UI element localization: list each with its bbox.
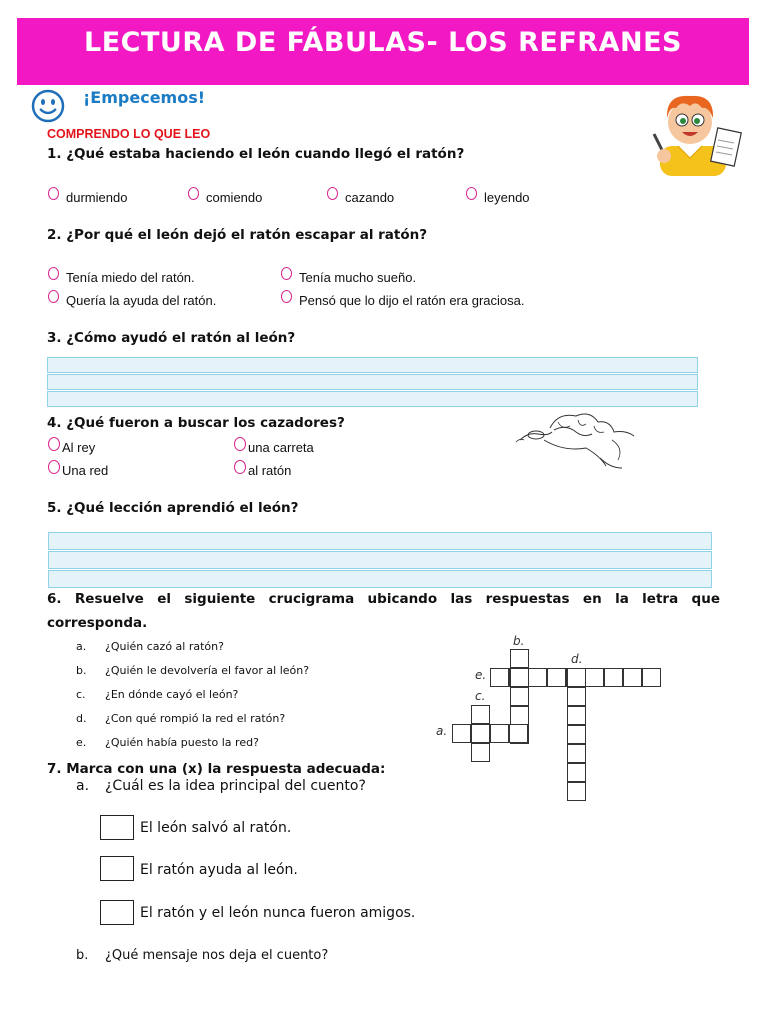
q7-a-question: ¿Cuál es la idea principal del cuento? xyxy=(105,778,366,794)
option-circle-icon[interactable] xyxy=(281,267,292,280)
option-circle-icon[interactable] xyxy=(48,267,59,280)
crossword-cell[interactable] xyxy=(567,782,586,801)
clue-c: ¿En dónde cayó el león? xyxy=(105,688,239,701)
clue-a: ¿Quién cazó al ratón? xyxy=(105,640,224,653)
grid-label-e: e. xyxy=(475,668,487,682)
q2-option-1: Tenía miedo del ratón. xyxy=(66,270,195,285)
child-with-notepad-illustration xyxy=(650,84,744,176)
crossword-cell[interactable] xyxy=(567,763,586,782)
crossword-cell[interactable] xyxy=(471,705,490,724)
clue-e: ¿Quién había puesto la red? xyxy=(105,736,259,749)
q2-option-4: Pensó que lo dijo el ratón era graciosa. xyxy=(299,293,525,308)
page-title: LECTURA DE FÁBULAS- LOS REFRANES xyxy=(84,27,682,58)
smiley-icon xyxy=(31,89,65,123)
option-circle-icon[interactable] xyxy=(48,460,60,474)
question-4: 4. ¿Qué fueron a buscar los cazadores? xyxy=(47,415,345,431)
answer-checkbox-1[interactable] xyxy=(100,815,134,840)
question-3: 3. ¿Cómo ayudó el ratón al león? xyxy=(47,330,296,346)
answer-lines-q3[interactable] xyxy=(47,357,698,408)
crossword-cell[interactable] xyxy=(604,668,623,687)
option-circle-icon[interactable] xyxy=(234,437,246,451)
q7-answer-3: El ratón y el león nunca fueron amigos. xyxy=(140,905,416,921)
answer-checkbox-3[interactable] xyxy=(100,900,134,925)
crossword-cell[interactable] xyxy=(471,743,490,762)
answer-checkbox-2[interactable] xyxy=(100,856,134,881)
crossword-cell[interactable] xyxy=(547,668,566,687)
clue-letter: d. xyxy=(76,712,87,725)
crossword-cell[interactable] xyxy=(510,668,529,687)
question-7: 7. Marca con una (x) la respuesta adecuada: xyxy=(47,761,386,777)
clue-letter: e. xyxy=(76,736,87,749)
option-circle-icon[interactable] xyxy=(327,187,338,200)
clue-b: ¿Quién le devolvería el favor al león? xyxy=(105,664,310,677)
grid-label-a: a. xyxy=(436,724,448,738)
q7-answer-1: El león salvó al ratón. xyxy=(140,820,292,836)
question-1: 1. ¿Qué estaba haciendo el león cuando llegó el ratón? xyxy=(47,146,465,162)
crossword-cell[interactable] xyxy=(490,668,509,687)
crossword-cell[interactable] xyxy=(642,668,661,687)
answer-line[interactable] xyxy=(47,357,698,373)
q7-answer-2: El ratón ayuda al león. xyxy=(140,862,298,878)
q2-option-3: Quería la ayuda del ratón. xyxy=(66,293,217,308)
grid-label-b: b. xyxy=(513,634,525,648)
answer-line[interactable] xyxy=(48,532,712,550)
crossword-cell[interactable] xyxy=(528,668,547,687)
option-circle-icon[interactable] xyxy=(48,437,60,451)
answer-line[interactable] xyxy=(48,570,712,588)
answer-line[interactable] xyxy=(47,391,698,407)
crossword-cell[interactable] xyxy=(510,706,529,725)
crossword-cell[interactable] xyxy=(509,724,528,743)
q4-option-4: al ratón xyxy=(248,463,292,478)
q1-option-2: comiendo xyxy=(206,190,263,205)
crossword-cell[interactable] xyxy=(567,687,586,706)
crossword-cell[interactable] xyxy=(567,706,586,725)
grid-label-c: c. xyxy=(475,689,486,703)
q1-option-4: leyendo xyxy=(484,190,530,205)
clue-letter: a. xyxy=(76,640,87,653)
option-circle-icon[interactable] xyxy=(48,187,59,200)
crossword-cell[interactable] xyxy=(585,668,604,687)
option-circle-icon[interactable] xyxy=(281,290,292,303)
question-2: 2. ¿Por qué el león dejó el ratón escapar al ratón? xyxy=(47,227,428,243)
crossword-cell[interactable] xyxy=(510,649,529,668)
answer-line[interactable] xyxy=(47,374,698,390)
q1-option-1: durmiendo xyxy=(66,190,128,205)
option-circle-icon[interactable] xyxy=(48,290,59,303)
q2-option-2: Tenía mucho sueño. xyxy=(299,270,417,285)
crossword-cell[interactable] xyxy=(567,725,586,744)
clue-d: ¿Con qué rompió la red el ratón? xyxy=(105,712,286,725)
q4-option-1: Al rey xyxy=(62,440,96,455)
crossword-cell[interactable] xyxy=(471,724,490,743)
q4-option-3: Una red xyxy=(62,463,109,478)
crossword-cell[interactable] xyxy=(567,668,586,687)
question-6-line-2: corresponda. xyxy=(47,615,148,631)
crossword-cell[interactable] xyxy=(452,724,471,743)
crossword-cell[interactable] xyxy=(510,687,529,706)
lion-and-mouse-sketch xyxy=(514,408,638,472)
q1-option-3: cazando xyxy=(345,190,395,205)
section-heading: COMPRENDO LO QUE LEO xyxy=(47,127,211,141)
clue-letter: c. xyxy=(76,688,86,701)
option-circle-icon[interactable] xyxy=(188,187,199,200)
answer-line[interactable] xyxy=(48,551,712,569)
crossword-cell[interactable] xyxy=(567,744,586,763)
q7-b-question: ¿Qué mensaje nos deja el cuento? xyxy=(105,948,329,963)
option-circle-icon[interactable] xyxy=(466,187,477,200)
question-5: 5. ¿Qué lección aprendió el león? xyxy=(47,500,299,516)
q7-b-letter: b. xyxy=(76,948,89,963)
option-circle-icon[interactable] xyxy=(234,460,246,474)
answer-lines-q5[interactable] xyxy=(48,532,712,589)
question-6-line-1: 6. Resuelve el siguiente crucigrama ubicando las respuestas en la letra que xyxy=(47,591,720,607)
greeting: ¡Empecemos! xyxy=(83,88,206,107)
clue-letter: b. xyxy=(76,664,87,677)
q7-a-letter: a. xyxy=(76,778,90,794)
grid-label-d: d. xyxy=(571,652,583,666)
crossword-cell[interactable] xyxy=(623,668,642,687)
q4-option-2: una carreta xyxy=(248,440,314,455)
crossword-cell[interactable] xyxy=(490,724,509,743)
